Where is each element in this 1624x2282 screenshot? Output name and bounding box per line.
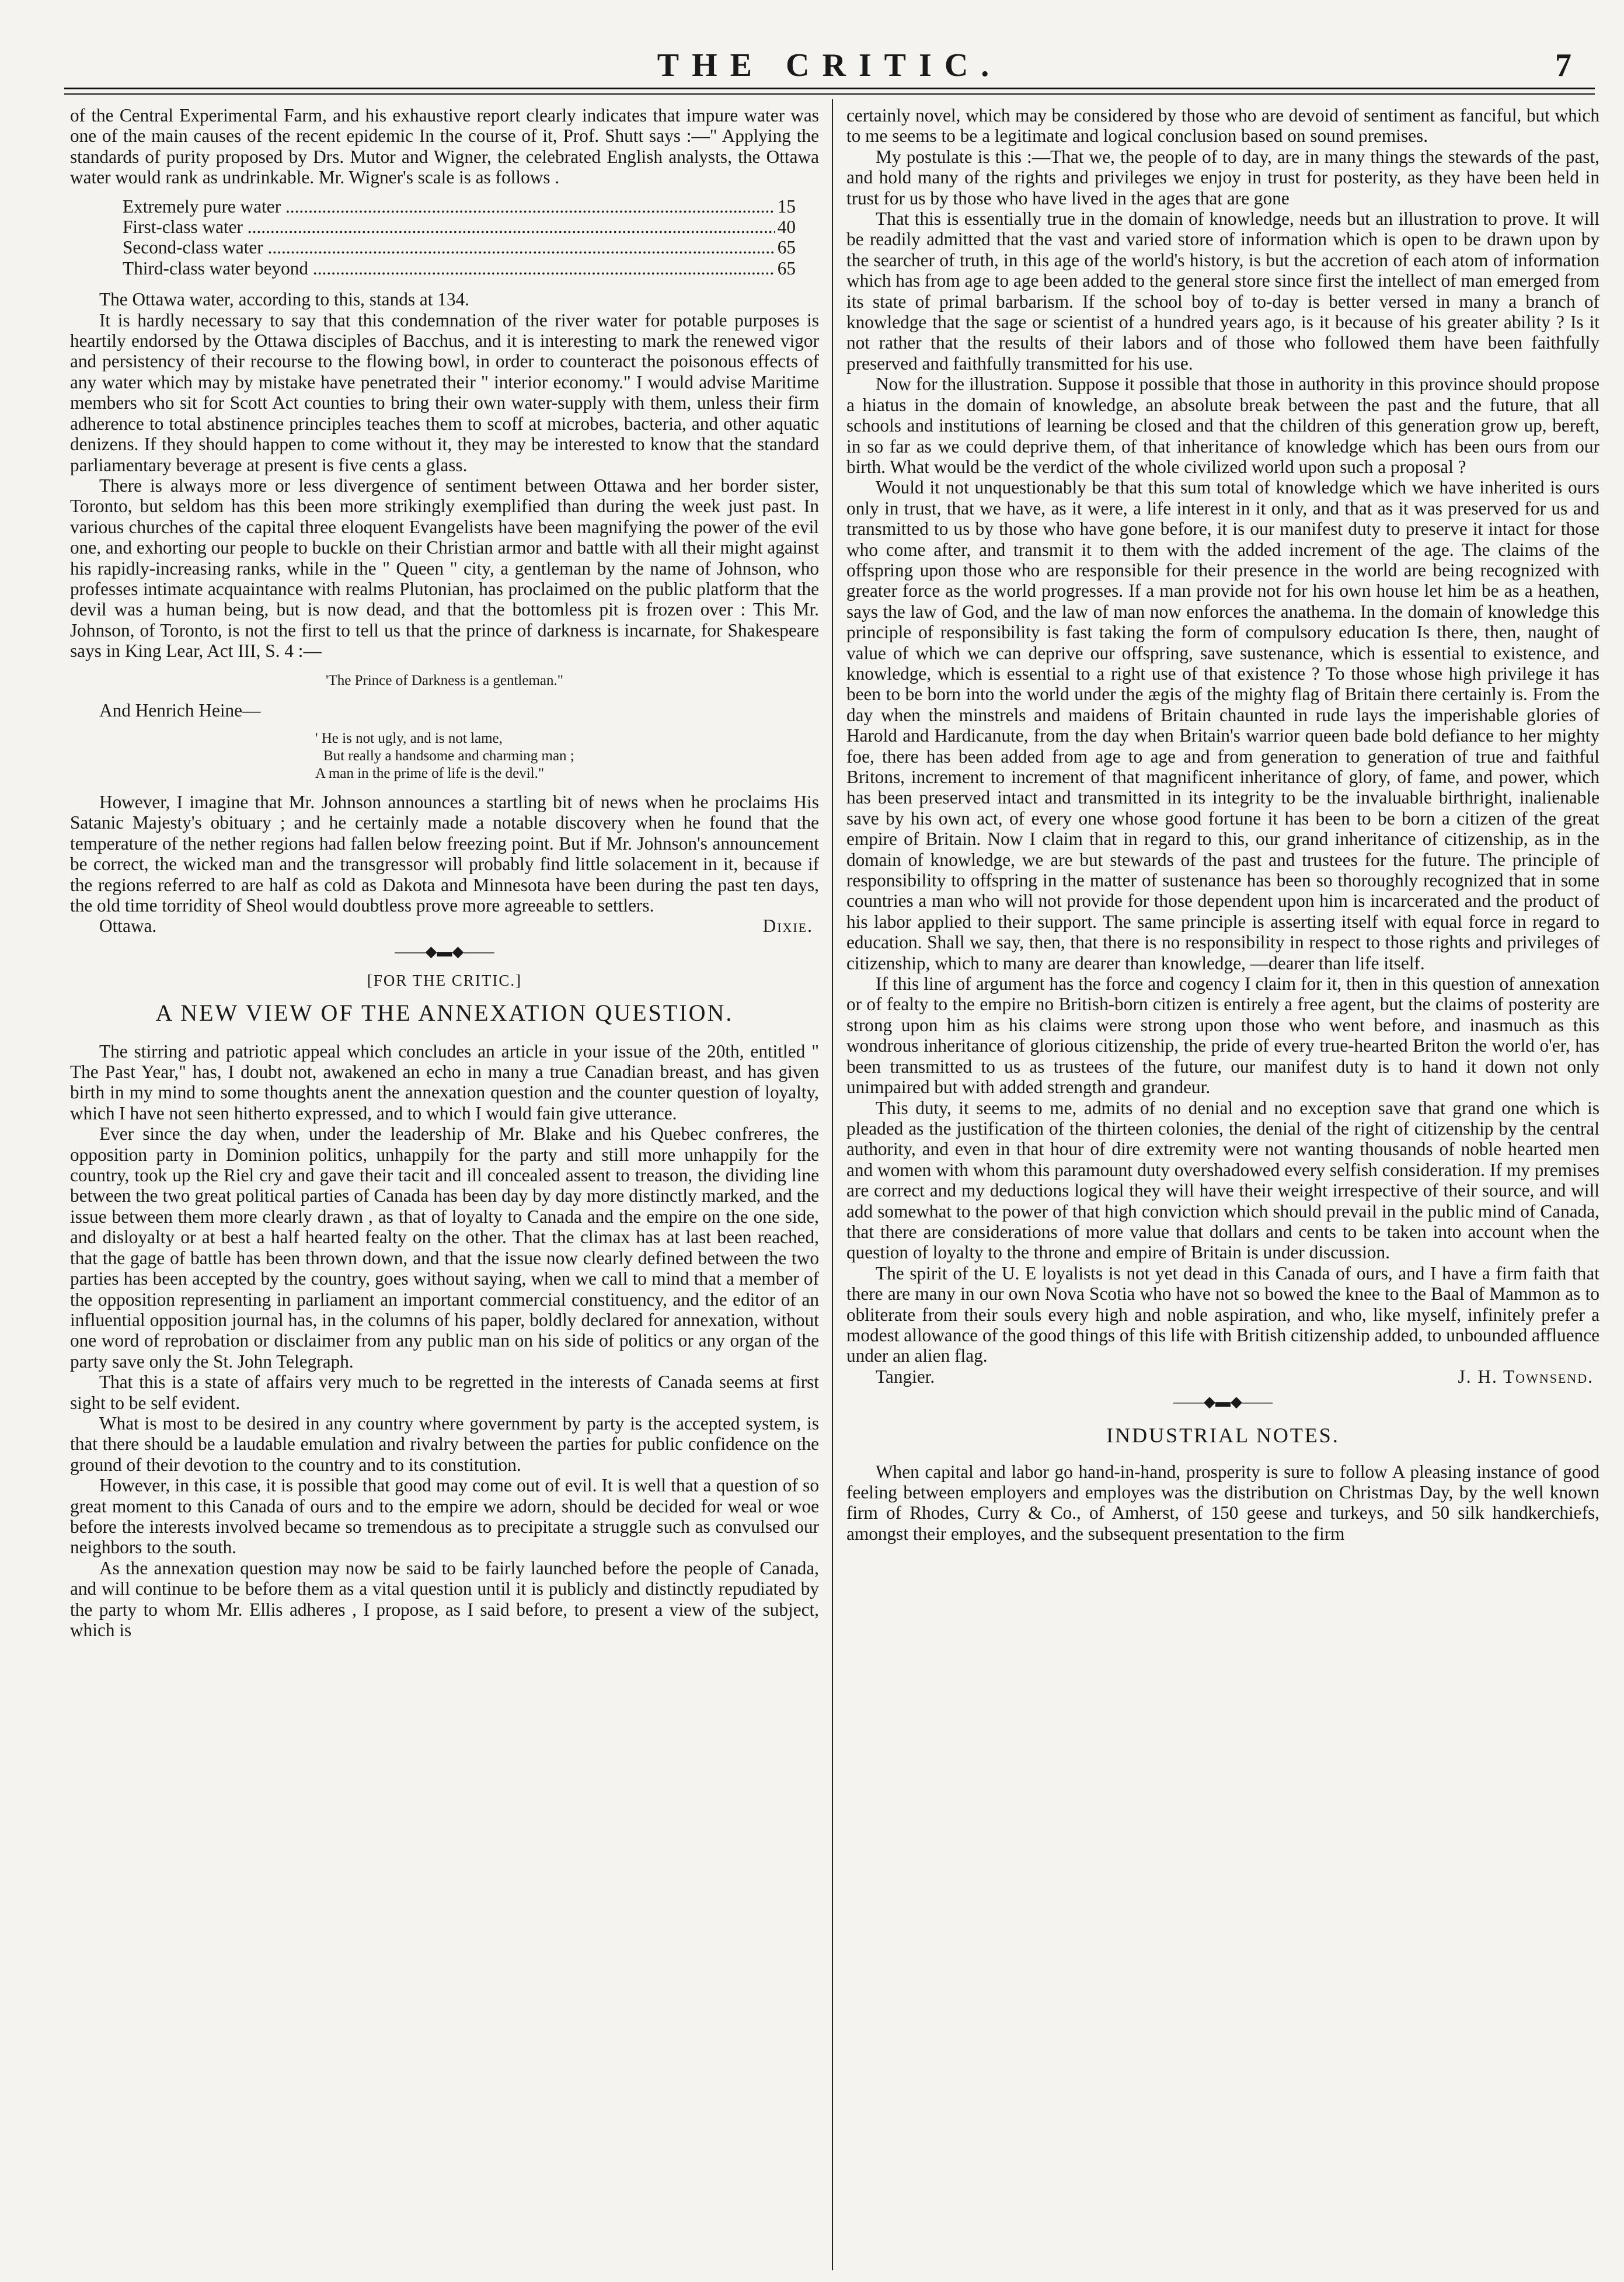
paragraph: The stirring and patriotic appeal which concludes an article in your issue of the 20th, entitled " The Past Year," has, I doubt not, awakened an echo in many a true Canadian breast, and has given birth in my mind to some thoughts anent the annexation question and the counter question of loyalty, which I have not seen hitherto expressed, and to which I would fain give utterance. (70, 1041, 819, 1123)
table-row (123, 258, 796, 279)
paragraph: And Henrich Heine— (99, 700, 261, 721)
verse-line: A man in the prime of life is the devil." (315, 765, 545, 781)
header-rule (64, 88, 1595, 89)
paragraph: However, in this case, it is possible that good may come out of evil. It is well that a question of so great moment to this Canada of ours and to the empire we adorn, should be decided for weal or woe before the interests involved became so tremendous as to precipitate a struggle such as convulsed our neighbors to the south. (70, 1475, 819, 1558)
paragraph: The spirit of the U. E loyalists is not yet dead in this Canada of ours, and I have a firm faith that there are many in our own Nova Scotia who have not so bowed the knee to the Baal of Mammon as to obliterate from their souls every high and noble aspiration, and who, like myself, infinitely prefer a modest allowance of the good things of this life with British citizenship added, to unbounded affluence under an alien flag. (846, 1262, 1599, 1366)
paragraph: Ever since the day when, under the leadership of Mr. Blake and his Quebec confreres, the opposition party in Dominion politics, unhappily for the party and still more unhappily for the country, took up the Riel cry and gave their tacit and ill concealed assent to treason, the dividing line between the two great political parties of Canada has been day by day more distinctly marked, and the issue between them more clearly drawn , as that of loyalty to Canada and the empire on the one side, and disloyalty or at best a half hearted fealty on the other. That the climax has at last been reached, that the gage of battle has been thrown down, and that the issue now clearly defined between the two parties has been accepted by the country, goes without saying, when we call to mind that a member of the opposition representing in parliament an important commercial constituency, and the editor of an influential opposition journal has, in the columns of his paper, boldly declared for annexation, without one word of reprobation or disclaimer from any public man on his side of politics or any organ of the party save only the St. John Telegraph. (70, 1123, 819, 1372)
column-divider (832, 99, 833, 2270)
paragraph: Now for the illustration. Suppose it possible that those in authority in this province should propose a hiatus in the domain of knowledge, an absolute break between the past and the future, that all schools and institutions of learning be closed and that the children of this generation grow up, bereft, in so far as we could deprive them, of that inheritance of knowledge which has been ours from our birth. What would be the verdict of the whole civilized world upon such a proposal ? (846, 374, 1599, 477)
paragraph: My postulate is this :—That we, the people of to day, are in many things the stewards of the past, and hold many of the rights and privileges we enjoy in trust for posterity, as they have been held in trust for us by those who have lived in the ages that are gone (846, 146, 1599, 208)
signature-place: Tangier. (876, 1366, 935, 1387)
paragraph: It is hardly necessary to say that this condemnation of the river water for potable purposes is heartily endorsed by the Ottawa disciples of Bacchus, and it is interesting to mark the renewed vigor and persistency of their recourse to the flowing bowl, in order to counteract the poisonous effects of any water which may by mistake have penetrated their " interior economy." I would advise Maritime members who sit for Scott Act counties to bring their own water-supply with them, unless their firm adherence to total abstinence principles teaches them to scoff at microbes, bacteria, and other aquatic denizens. If they should happen to come without it, they may be interested to know that the standard parliamentary beverage at present is five cents a glass. (70, 309, 819, 475)
paragraph: The Ottawa water, according to this, stands at 134. (99, 289, 470, 310)
table-label: Third-class water beyond ..... (123, 258, 775, 279)
table-row (123, 196, 796, 217)
article-kicker: [FOR THE CRITIC.] (367, 971, 522, 989)
ornament-divider: ——◆▬◆—— (1173, 1393, 1273, 1411)
table-label: First-class water ..... (123, 217, 775, 237)
paragraph: of the Central Experimental Farm, and his exhaustive report clearly indicates that impure water was one of the main causes of the recent epidemic In the course of it, Prof. Shutt says :—" Applying the standards of purity proposed by Drs. Mutor and Wigner, the celebrated English analysts, the Ottawa water would rank as undrinkable. Mr. Wigner's scale is as follows . (70, 105, 819, 188)
page-number: 7 (1555, 47, 1571, 84)
paragraph: certainly novel, which may be considered by those who are devoid of sentiment as fanciful, but which to me seems to be a legitimate and logical conclusion based on sound premises. (846, 105, 1599, 147)
section-heading: INDUSTRIAL NOTES. (1106, 1424, 1340, 1448)
page-header (64, 47, 1595, 88)
table-value: 65 (777, 237, 796, 258)
paragraph: That this is essentially true in the domain of knowledge, needs but an illustration to prove. It will be readily admitted that the vast and varied store of information which is open to be drawn upon by the searcher of truth, in this age of the world's history, is but the accretion of each atom of information which has from age to age been added to the general store since first the intellect of man emerged from its state of primal barbarism. If the school boy of to-day is better versed in many a branch of knowledge that the sage or scientist of a hundred years ago, is it because of his greater ability ? Is it not rather that the results of their labors and of those who followed them have been faithfully preserved and faithfully transmitted for his use. (846, 208, 1599, 374)
article-heading: A NEW VIEW OF THE ANNEXATION QUESTION. (155, 1000, 734, 1027)
ornament-divider: ——◆▬◆—— (395, 942, 494, 960)
right-column (846, 105, 1599, 1544)
verse-line: But really a handsome and charming man ; (323, 747, 574, 764)
paragraph: This duty, it seems to me, admits of no denial and no exception save that grand one which is pleaded as the justification of the thirteen colonies, the denial of the right of citizenship by the central authority, and even in that hour of dire extremity were not wanting thousands of noble hearted men and women with whom this paramount duty overshadowed every selfish consideration. If my premises are correct and my deductions logical they will have their weight irrespective of their source, and will add somewhat to the power of that high conviction which should prevail in the public mind of Canada, that there are considerations of more value that dollars and cents to be taken into account when the question of loyalty to the throne and empire of Britain is under discussion. (846, 1097, 1599, 1263)
table-value: 65 (777, 258, 796, 279)
masthead: THE CRITIC. (657, 47, 1002, 84)
paragraph: There is always more or less divergence of sentiment between Ottawa and her border sister, Toronto, but seldom has this been more strikingly exemplified than during the week just past. In various churches of the capital three eloquent Evangelists have been magnifying the power of the evil one, and exhorting our people to buckle on their Christian armor and battle with all their might against his rapidly-increasing ranks, while in the " Queen " city, a gentleman by the name of Johnson, who professes intimate acquaintance with realms Plutonian, has proclaimed on the public platform that the devil was a human being, but is now dead, and that the bottomless pit is frozen over : This Mr. Johnson, of Toronto, is not the first to tell us that the prince of darkness is incarnate, for Shakespeare says in King Lear, Act III, S. 4 :— (70, 475, 819, 662)
signature-row (846, 1366, 1599, 1387)
paragraph: As the annexation question may now be said to be fairly launched before the people of Canada, and will continue to be before them as a vital question until it is publicly and distinctly repudiated by the party to whom Mr. Ellis adheres , I propose, as I said before, to present a view of the subject, which is (70, 1557, 819, 1640)
table-row (123, 217, 796, 237)
quotation: 'The Prince of Darkness is a gentleman." (326, 672, 563, 688)
signature-row (70, 916, 819, 936)
header-rule-thin (64, 93, 1595, 95)
paragraph: When capital and labor go hand-in-hand, prosperity is sure to follow A pleasing instance of good feeling between employers and employes was the distribution on Christmas Day, by the well known firm of Rhodes, Curry & Co., of Amherst, of 150 geese and turkeys, and 50 silk handkerchiefs, amongst their employes, and the subsequent presentation to the firm (846, 1461, 1599, 1544)
table-row (123, 237, 796, 258)
left-column (70, 105, 819, 1640)
verse-line: ' He is not ugly, and is not lame, (315, 730, 503, 746)
water-scale-table (70, 196, 819, 279)
paragraph: That this is a state of affairs very much to be regretted in the interests of Canada seems at first sight to be self evident. (70, 1372, 819, 1413)
paragraph: If this line of argument has the force and cogency I claim for it, then in this question of annexation or of fealty to the empire no British-born citizen is entirely a free agent, but the claims of posterity are strong upon him as his claims were strong upon those who went before, and inasmuch as this wondrous inheritance of glorious citizenship, the pride of every true-hearted Briton the world o'er, has been transmitted to us as trustees of the future, our manifest duty is to hand it down not only unimpaired but with added strength and grandeur. (846, 973, 1599, 1098)
verse-quote (315, 730, 819, 782)
signature-name: Dixie. (762, 916, 813, 937)
signature-name: J. H. Townsend. (1458, 1366, 1594, 1387)
signature-place: Ottawa. (99, 916, 157, 937)
paragraph: However, I imagine that Mr. Johnson announces a startling bit of news when he proclaims His Satanic Majesty's obituary ; and he certainly made a notable discovery when he found that the temperature of the nether regions had fallen below freezing point. But if Mr. Johnson's announcement be correct, the wicked man and the transgressor will probably find little solacement in it, because if the regions referred to are half as cold as Dakota and Minnesota have been during the past ten days, the old time torridity of Sheol would doubtless prove more agreeable to settlers. (70, 791, 819, 916)
paragraph: Would it not unquestionably be that this sum total of knowledge which we have inherited is ours only in trust, that we have, as it were, a life interest in it only, and that as it was preserved for us and transmitted to us by those who have gone before, it is our manifest duty to preserve it intact for those who come after, and transmit it to them with the added increment of the age. The claims of the offspring upon those who are responsible for their presence in the world are being recognized with greater force as the world progresses. If a man provide not for his own house let him be as a heathen, says the law of God, and the law of man now enforces the anathema. In the domain of knowledge this principle of responsibility is fast taking the form of compulsory education Is there, then, naught of value of which we can deprive our offspring, save sustenance, which is essential to existence, and knowledge, which is essential to a right use of that existence ? To those whose high privilege it has been to be born into the world under the ægis of the mighty flag of Britain there certainly is. From the day when the minstrels and maidens of Britain chaunted in rude lays the imperishable glories of Harold and Hardicanute, from the day when Britain's warrior queen bade bold defiance to her mighty foe, there has been added from age to age and from generation to generation of true and faithful Britons, increment to increment of that magnificent inheritance of glory, of fame, and power, which has been preserved intact and transmitted in its integrity to be the invaluable birthright, inalienable save by his own act, of every one whose good fortune it has been to be born a citizen of the great empire of Britain. Now I claim that in regard to this, our grand inheritance of citizenship, as in the domain of knowledge, we are but stewards of the past and trustees for the future. The principle of responsibility to offspring in the matter of sustenance has been so thoroughly recognized that in some countries a man who will not provide for those dependent upon him is incarcerated and the product of his labor applied to their support. The same principle is asserting itself with equal force in regard to education. Shall we say, then, that there is no responsibility in respect to those rights and privileges of citizenship, which to many are dearer than knowledge, —dearer than life itself. (846, 477, 1599, 973)
table-label: Extremely pure water ..... (123, 196, 775, 217)
table-value: 15 (777, 196, 796, 217)
table-label: Second-class water ..... (123, 237, 775, 258)
paragraph: What is most to be desired in any country where government by party is the accepted system, is that there should be a laudable emulation and rivalry between the parties for public confidence on the ground of their devotion to the country and to its constitution. (70, 1413, 819, 1475)
table-value: 40 (777, 217, 796, 238)
